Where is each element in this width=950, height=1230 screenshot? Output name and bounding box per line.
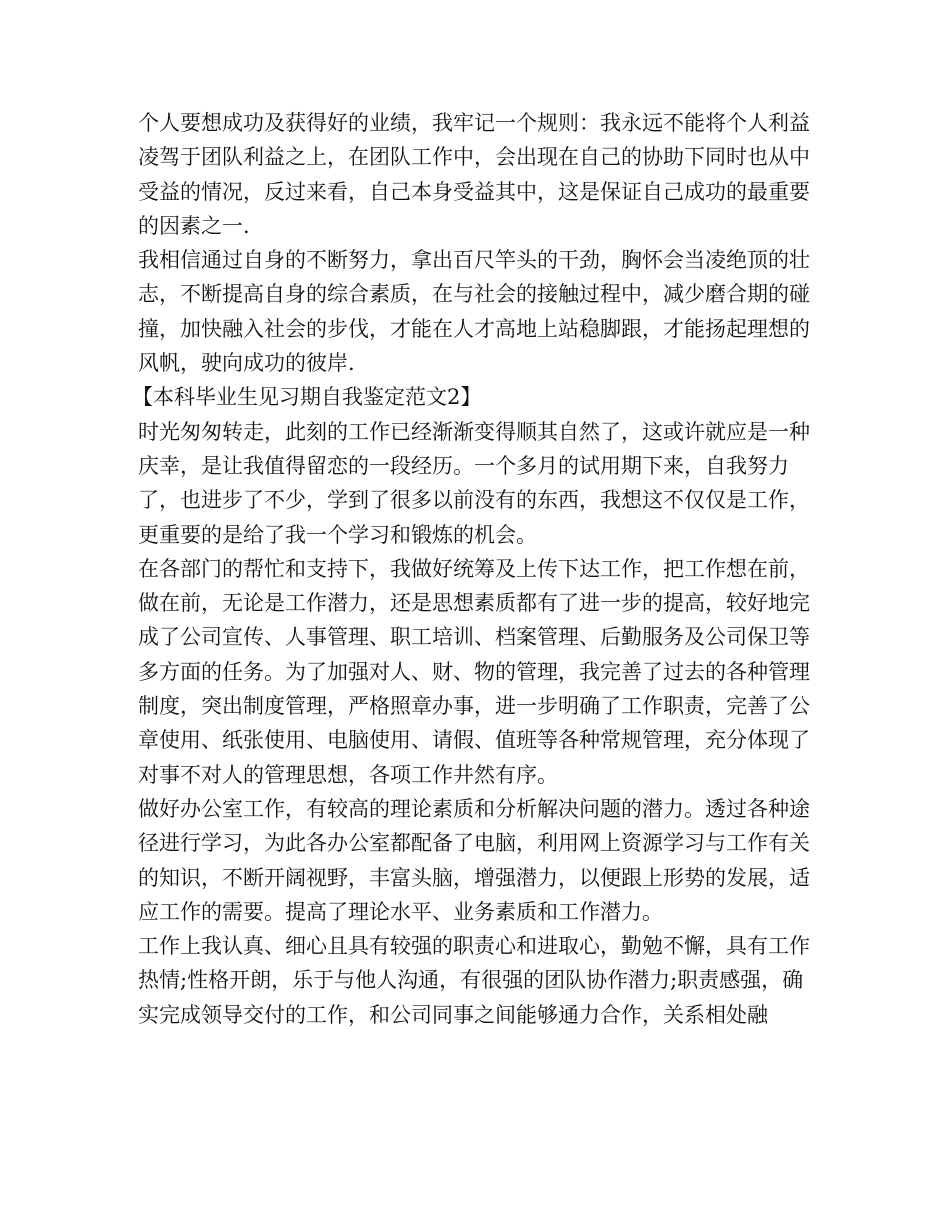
paragraph-4: 在各部门的帮忙和支持下，我做好统筹及上传下达工作，把工作想在前，做在前，无论是工作潜力，还是思想素质都有了进一步的提高，较好地完成了公司宣传、人事管理、职工培训、档案管理、后勤服务及公司保卫等多方面的任务。为了加强对人、财、物的管理，我完善了过去的各种管理制度，突出制度管理，严格照章办事，进一步明确了工作职责，完善了公章使用、纸张使用、电脑使用、请假、值班等各种常规管理，充分体现了对事不对人的管理思想，各项工作井然有序。 [138,556,810,787]
paragraph-6: 工作上我认真、细心且具有较强的职责心和进取心，勤勉不懈，具有工作热情;性格开朗，乐于与他人沟通，有很强的团队协作潜力;职责感强，确实完成领导交付的工作，和公司同事之间能够通力合作，关系相处融 [138,934,810,1027]
paragraph-5: 做好办公室工作，有较高的理论素质和分析解决问题的潜力。透过各种途径进行学习，为此各办公室都配备了电脑，利用网上资源学习与工作有关的知识，不断开阔视野，丰富头脑，增强潜力，以便跟上形势的发展，适应工作的需要。提高了理论水平、业务素质和工作潜力。 [138,796,810,924]
document-body [132,106,818,1032]
paragraph-2: 我相信通过自身的不断努力，拿出百尺竿头的干劲，胸怀会当凌绝顶的壮志，不断提高自身的综合素质，在与社会的接触过程中，减少磨合期的碰撞，加快融入社会的步伐，才能在人才高地上站稳脚跟，才能扬起理想的风帆，驶向成功的彼岸. [138,248,810,376]
section-heading: 【本科毕业生见习期自我鉴定范文2】 [132,385,482,410]
paragraph-1: 个人要想成功及获得好的业绩，我牢记一个规则：我永远不能将个人利益凌驾于团队利益之上，在团队工作中，会出现在自己的协助下同时也从中受益的情况，反过来看，自己本身受益其中，这是保证自己成功的最重要的因素之一. [138,111,810,238]
paragraph-3: 时光匆匆转走，此刻的工作已经渐渐变得顺其自然了，这或许就应是一种庆幸，是让我值得留恋的一段经历。一个多月的试用期下来，自我努力了，也进步了不少，学到了很多以前没有的东西，我想这不仅仅是工作，更重要的是给了我一个学习和锻炼的机会。 [138,419,810,547]
